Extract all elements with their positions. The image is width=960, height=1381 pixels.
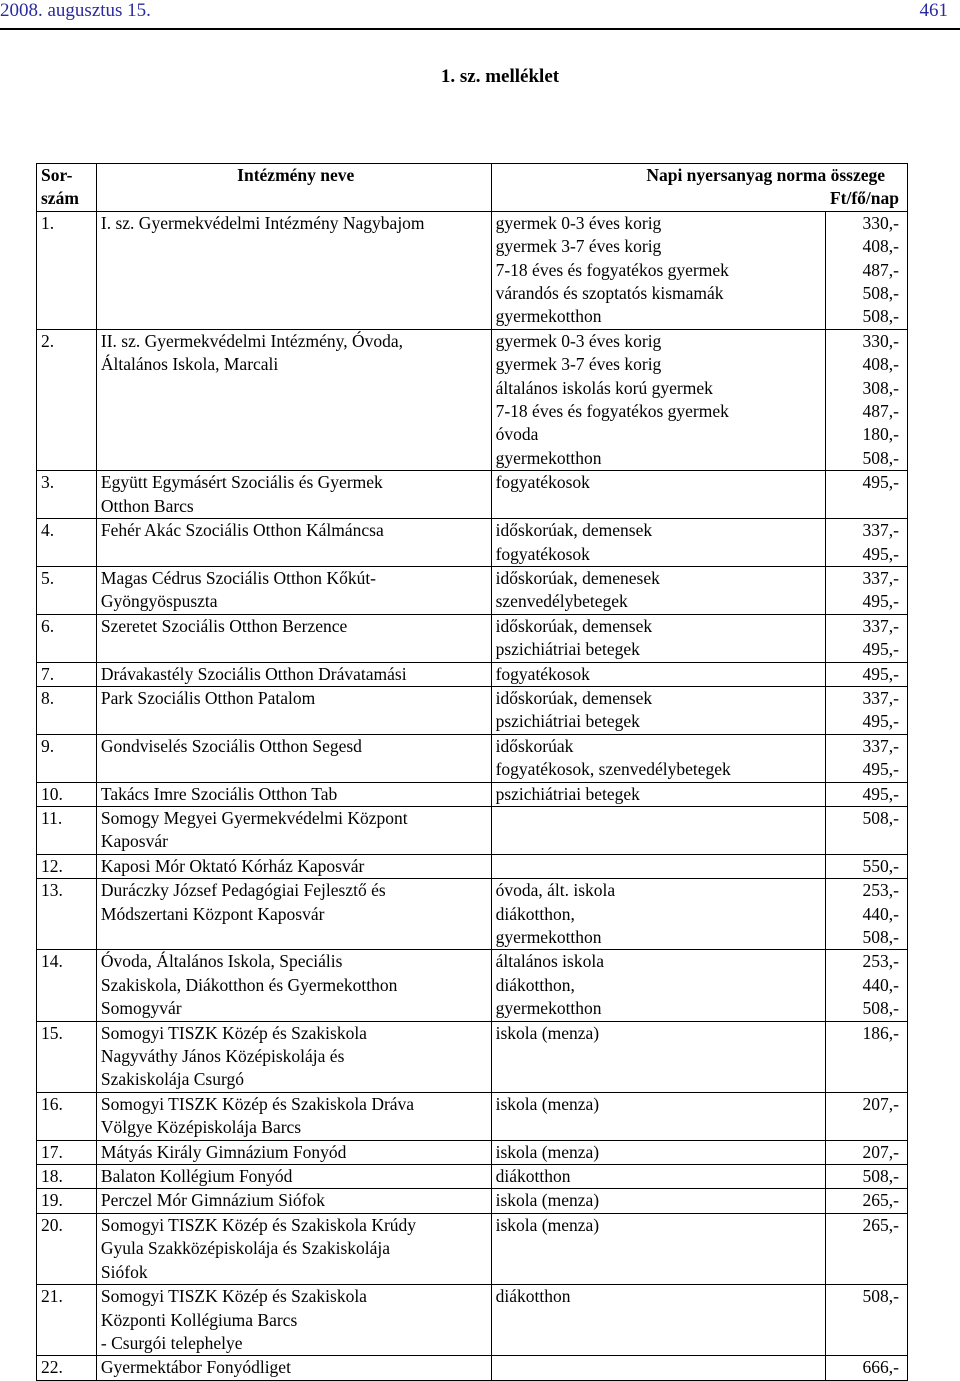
row-number: 17. <box>37 1140 97 1164</box>
daily-norm-value-line: 337,- <box>862 520 899 541</box>
care-category <box>491 1189 826 1213</box>
care-category-line: 7-18 éves és fogyatékos gyermek <box>495 259 729 280</box>
table-row <box>37 879 908 950</box>
daily-norm-value <box>826 1092 908 1140</box>
row-number: 5. <box>37 566 97 614</box>
table-row <box>37 471 908 519</box>
institution-name-line: Park Szociális Otthon Patalom <box>100 687 316 708</box>
care-category-line: 7-18 éves és fogyatékos gyermek <box>495 401 729 422</box>
table-row <box>37 782 908 806</box>
care-category-line: gyermekotthon <box>495 998 602 1019</box>
institution-name-line: Somogy Megyei Gyermekvédelmi Központ <box>100 807 408 828</box>
daily-norm-value <box>826 879 908 950</box>
care-category-line: iskola (menza) <box>495 1141 600 1162</box>
care-category <box>491 806 826 854</box>
institution-name-line: Somogyvár <box>100 998 182 1019</box>
daily-norm-value-line: 440,- <box>862 974 899 995</box>
care-category-line: gyermek 3-7 éves korig <box>495 354 662 375</box>
care-category-line: óvoda <box>495 424 539 445</box>
care-category-line: diákotthon <box>495 1286 571 1307</box>
institution-name-line: Gyula Szakközépiskolája és Szakiskolája <box>100 1238 391 1259</box>
table-row <box>37 1092 908 1140</box>
daily-norm-value-line: 495,- <box>862 783 899 804</box>
daily-norm-value <box>826 1140 908 1164</box>
table-row <box>37 1021 908 1092</box>
care-category <box>491 950 826 1021</box>
care-category-line: fogyatékosok <box>495 472 590 493</box>
institution-name <box>96 1356 491 1380</box>
row-number: 6. <box>37 614 97 662</box>
row-number: 11. <box>37 806 97 854</box>
institution-name <box>96 211 491 329</box>
row-number: 14. <box>37 950 97 1021</box>
care-category-line: gyermek 3-7 éves korig <box>495 236 662 257</box>
care-category-line: óvoda, ált. iskola <box>495 880 616 901</box>
institution-name-line: Balaton Kollégium Fonyód <box>100 1166 293 1187</box>
institution-name <box>96 782 491 806</box>
institution-name-line: - Csurgói telephelye <box>100 1332 243 1353</box>
header-institution-name: Intézmény neve <box>96 164 491 212</box>
daily-norm-value-line: 207,- <box>862 1093 899 1114</box>
daily-norm-value <box>826 734 908 782</box>
institution-name-line: Drávakastély Szociális Otthon Drávatamási <box>100 663 407 684</box>
care-category-line: gyermekotthon <box>495 447 602 468</box>
institution-name <box>96 329 491 470</box>
row-number: 20. <box>37 1213 97 1284</box>
daily-norm-value <box>826 686 908 734</box>
care-category-line: pszichiátriai betegek <box>495 783 640 804</box>
daily-norm-value-line: 330,- <box>862 330 899 351</box>
care-category-line: pszichiátriai betegek <box>495 711 640 732</box>
care-category <box>491 329 826 470</box>
care-category <box>491 1213 826 1284</box>
daily-norm-value-line: 337,- <box>862 735 899 756</box>
care-category-line: gyermek 0-3 éves korig <box>495 330 662 351</box>
table-row <box>37 329 908 470</box>
row-number: 8. <box>37 686 97 734</box>
care-category <box>491 734 826 782</box>
care-category <box>491 686 826 734</box>
institution-name <box>96 1189 491 1213</box>
care-category-line: időskorúak, demensek <box>495 520 653 541</box>
daily-norm-value-line: 508,- <box>862 283 899 304</box>
daily-norm-value-line: 495,- <box>862 759 899 780</box>
table-row <box>37 519 908 567</box>
care-category-line: diákotthon <box>495 1166 571 1187</box>
daily-norm-value-line: 508,- <box>862 1286 899 1307</box>
institution-name <box>96 519 491 567</box>
row-number: 15. <box>37 1021 97 1092</box>
institution-name-line: Óvoda, Általános Iskola, Speciális <box>100 951 343 972</box>
institution-name <box>96 614 491 662</box>
daily-norm-value <box>826 329 908 470</box>
institution-name-line: II. sz. Gyermekvédelmi Intézmény, Óvoda, <box>100 330 403 351</box>
care-category-line: várandós és szoptatós kismamák <box>495 283 724 304</box>
row-number: 21. <box>37 1285 97 1356</box>
institution-name-line: Takács Imre Szociális Otthon Tab <box>100 783 338 804</box>
table-row <box>37 1189 908 1213</box>
header-daily-norm: Napi nyersanyag norma összege Ft/fő/nap <box>491 164 907 212</box>
daily-norm-value-line: 487,- <box>862 259 899 280</box>
row-number: 9. <box>37 734 97 782</box>
care-category-line: időskorúak, demensek <box>495 615 653 636</box>
row-number: 10. <box>37 782 97 806</box>
care-category <box>491 1356 826 1380</box>
row-number: 3. <box>37 471 97 519</box>
institution-name-line: Fehér Akác Szociális Otthon Kálmáncsa <box>100 520 384 541</box>
daily-norm-value-line: 508,- <box>862 807 899 828</box>
care-category-line: iskola (menza) <box>495 1093 600 1114</box>
header-divider <box>0 28 960 30</box>
institution-name <box>96 1092 491 1140</box>
daily-norm-value-line: 330,- <box>862 212 899 233</box>
daily-norm-value-line: 207,- <box>862 1141 899 1162</box>
page-number: 461 <box>919 0 948 21</box>
care-category <box>491 1285 826 1356</box>
care-category <box>491 1021 826 1092</box>
care-category-line: fogyatékosok <box>495 663 590 684</box>
daily-norm-value <box>826 614 908 662</box>
table-body <box>37 211 908 1380</box>
institution-name-line: Szakiskola, Diákotthon és Gyermekotthon <box>100 974 398 995</box>
institution-name <box>96 1285 491 1356</box>
daily-norm-value-line: 495,- <box>862 663 899 684</box>
care-category-line: iskola (menza) <box>495 1214 600 1235</box>
daily-norm-value-line: 508,- <box>862 306 899 327</box>
publication-date: 2008. augusztus 15. <box>0 0 151 21</box>
care-category-line: gyermekotthon <box>495 927 602 947</box>
table-row <box>37 806 908 854</box>
daily-norm-value-line: 253,- <box>862 951 899 972</box>
daily-norm-value-line: 253,- <box>862 880 899 901</box>
row-number: 22. <box>37 1356 97 1380</box>
care-category <box>491 854 826 878</box>
institution-name-line: Somogyi TISZK Közép és Szakiskola Dráva <box>100 1093 415 1114</box>
care-category-line: szenvedélybetegek <box>495 591 628 612</box>
row-number: 7. <box>37 662 97 686</box>
institution-name <box>96 806 491 854</box>
institution-name-line: Nagyváthy János Középiskolája és <box>100 1046 345 1067</box>
daily-norm-value <box>826 662 908 686</box>
daily-norm-value-line: 265,- <box>862 1214 899 1235</box>
daily-norm-value-line: 508,- <box>862 927 899 947</box>
care-category-line: időskorúak, demenesek <box>495 567 660 588</box>
care-category-line: általános iskola <box>495 951 604 972</box>
institution-name-line: Völgye Középiskolája Barcs <box>100 1117 302 1138</box>
institution-name-line: Módszertani Központ Kaposvár <box>100 903 325 924</box>
institution-name <box>96 686 491 734</box>
institution-name <box>96 1165 491 1189</box>
row-number: 2. <box>37 329 97 470</box>
norm-table <box>36 163 908 1381</box>
care-category-line: diákotthon, <box>495 903 575 924</box>
table-header-row <box>37 164 908 212</box>
daily-norm-value-line: 408,- <box>862 354 899 375</box>
care-category-line: iskola (menza) <box>495 1190 600 1211</box>
care-category-line: pszichiátriai betegek <box>495 639 640 660</box>
daily-norm-value <box>826 1165 908 1189</box>
row-number: 13. <box>37 879 97 950</box>
daily-norm-value-line: 495,- <box>862 543 899 564</box>
daily-norm-value-line: 408,- <box>862 236 899 257</box>
row-number: 19. <box>37 1189 97 1213</box>
institution-name <box>96 1140 491 1164</box>
page-header <box>0 0 960 36</box>
institution-name-line: Központi Kollégiuma Barcs <box>100 1309 298 1330</box>
care-category <box>491 879 826 950</box>
institution-name-line: Somogyi TISZK Közép és Szakiskola Krúdy <box>100 1214 417 1235</box>
institution-name-line: Somogyi TISZK Közép és Szakiskola <box>100 1022 367 1043</box>
institution-name <box>96 950 491 1021</box>
daily-norm-value-line: 337,- <box>862 687 899 708</box>
care-category-line: időskorúak <box>495 735 574 756</box>
table-row <box>37 686 908 734</box>
institution-name <box>96 566 491 614</box>
institution-name-line: Gyöngyöspuszta <box>100 591 218 612</box>
daily-norm-value-line: 440,- <box>862 903 899 924</box>
care-category-line: fogyatékosok <box>495 543 590 564</box>
daily-norm-value-line: 337,- <box>862 567 899 588</box>
row-number: 4. <box>37 519 97 567</box>
table-row <box>37 1165 908 1189</box>
daily-norm-value-line: 495,- <box>862 472 899 493</box>
care-category <box>491 1140 826 1164</box>
daily-norm-value <box>826 1021 908 1092</box>
daily-norm-value <box>826 1356 908 1380</box>
institution-name-line: I. sz. Gyermekvédelmi Intézmény Nagybajom <box>100 212 425 233</box>
institution-name-line: Szeretet Szociális Otthon Berzence <box>100 615 348 636</box>
institution-name-line: Kaposvár <box>100 831 168 852</box>
institution-name-line: Mátyás Király Gimnázium Fonyód <box>100 1141 347 1162</box>
care-category-line: diákotthon, <box>495 974 575 995</box>
institution-name-line: Otthon Barcs <box>100 495 194 516</box>
daily-norm-value <box>826 782 908 806</box>
daily-norm-value-line: 508,- <box>862 1166 899 1187</box>
header-row-number: Sor- szám <box>37 164 97 212</box>
care-category-line: fogyatékosok, szenvedélybetegek <box>495 759 731 780</box>
table-row <box>37 1213 908 1284</box>
institution-name-line: Együtt Egymásért Szociális és Gyermek <box>100 472 383 493</box>
daily-norm-value-line: 180,- <box>862 424 899 445</box>
table-row <box>37 566 908 614</box>
care-category <box>491 471 826 519</box>
row-number: 16. <box>37 1092 97 1140</box>
daily-norm-value <box>826 211 908 329</box>
institution-name <box>96 1213 491 1284</box>
daily-norm-value <box>826 1213 908 1284</box>
institution-name-line: Duráczky József Pedagógiai Fejlesztő és <box>100 880 386 901</box>
row-number: 18. <box>37 1165 97 1189</box>
institution-name-line: Siófok <box>100 1261 148 1282</box>
row-number: 12. <box>37 854 97 878</box>
daily-norm-value-line: 265,- <box>862 1190 899 1211</box>
annex-title: 1. sz. melléklet <box>440 66 560 87</box>
care-category-line: időskorúak, demensek <box>495 687 653 708</box>
daily-norm-value-line: 666,- <box>862 1357 899 1378</box>
care-category <box>491 1165 826 1189</box>
institution-name-line: Szakiskolája Csurgó <box>100 1069 244 1090</box>
daily-norm-value <box>826 806 908 854</box>
institution-name <box>96 734 491 782</box>
institution-name-line: Somogyi TISZK Közép és Szakiskola <box>100 1286 367 1307</box>
daily-norm-value <box>826 854 908 878</box>
institution-name-line: Gondviselés Szociális Otthon Segesd <box>100 735 362 756</box>
institution-name <box>96 879 491 950</box>
daily-norm-value <box>826 519 908 567</box>
institution-name-line: Általános Iskola, Marcali <box>100 354 279 375</box>
daily-norm-value-line: 186,- <box>862 1022 899 1043</box>
table-row <box>37 734 908 782</box>
institution-name <box>96 471 491 519</box>
daily-norm-value-line: 308,- <box>862 377 899 398</box>
daily-norm-value-line: 495,- <box>862 591 899 612</box>
table-row <box>37 211 908 329</box>
care-category-line: általános iskolás korú gyermek <box>495 377 713 398</box>
table-row <box>37 662 908 686</box>
daily-norm-value <box>826 950 908 1021</box>
care-category-line: gyermek 0-3 éves korig <box>495 212 662 233</box>
institution-name-line: Gyermektábor Fonyódliget <box>100 1357 291 1378</box>
daily-norm-value-line: 508,- <box>862 998 899 1019</box>
daily-norm-value-line: 337,- <box>862 615 899 636</box>
row-number: 1. <box>37 211 97 329</box>
institution-name-line: Perczel Mór Gimnázium Siófok <box>100 1190 325 1211</box>
daily-norm-value-line: 508,- <box>862 447 899 468</box>
care-category-line: gyermekotthon <box>495 306 602 327</box>
care-category-line: iskola (menza) <box>495 1022 600 1043</box>
care-category <box>491 662 826 686</box>
institution-name <box>96 854 491 878</box>
table-row <box>37 614 908 662</box>
care-category <box>491 782 826 806</box>
table-row <box>37 854 908 878</box>
table-row <box>37 1356 908 1380</box>
table-row <box>37 950 908 1021</box>
care-category <box>491 1092 826 1140</box>
daily-norm-value <box>826 1189 908 1213</box>
institution-name-line: Magas Cédrus Szociális Otthon Kőkút- <box>100 567 377 588</box>
institution-name <box>96 1021 491 1092</box>
care-category <box>491 519 826 567</box>
daily-norm-value <box>826 566 908 614</box>
daily-norm-value-line: 550,- <box>862 855 899 876</box>
institution-name-line: Kaposi Mór Oktató Kórház Kaposvár <box>100 855 365 876</box>
daily-norm-value-line: 487,- <box>862 401 899 422</box>
table-row <box>37 1285 908 1356</box>
care-category <box>491 566 826 614</box>
daily-norm-value-line: 495,- <box>862 639 899 660</box>
table-row <box>37 1140 908 1164</box>
daily-norm-value <box>826 471 908 519</box>
daily-norm-value-line: 495,- <box>862 711 899 732</box>
care-category <box>491 211 826 329</box>
institution-name <box>96 662 491 686</box>
care-category <box>491 614 826 662</box>
daily-norm-value <box>826 1285 908 1356</box>
